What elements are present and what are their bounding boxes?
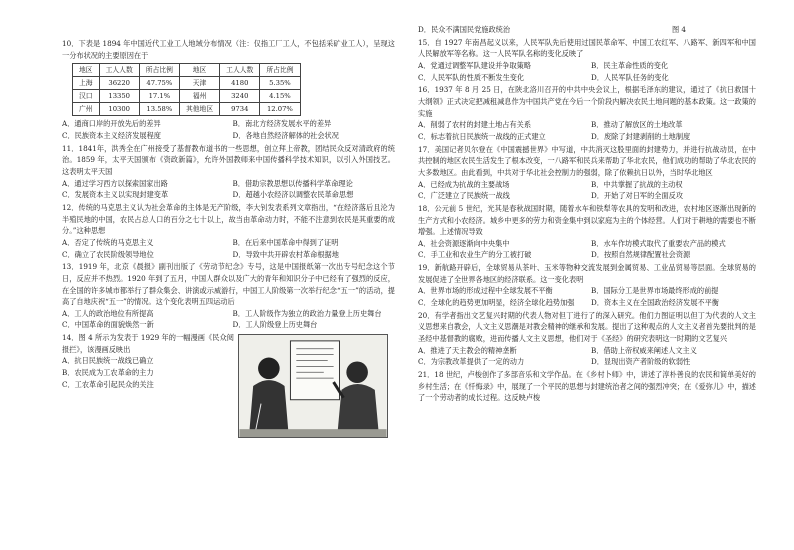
question-14 [62, 332, 395, 390]
table-row [73, 90, 301, 103]
option-d[interactable]: D．显现出资产者阶级的软弱性 [591, 357, 691, 367]
option-c[interactable]: C．广泛建立了民族统一战线 [418, 191, 510, 201]
question-11 [62, 143, 395, 201]
option-b[interactable]: B．国际分工是世界市场最终形成的前提 [591, 286, 719, 296]
option-b[interactable]: B．水车作坊模式取代了重要农产品的模式 [591, 238, 726, 248]
answer-options [418, 285, 756, 308]
table-row [73, 103, 301, 116]
option-c[interactable]: C．全球化的趋势更加明显，经济全球化趋势加强 [418, 298, 575, 308]
question-stem: 16．1937 年 8 月 25 日，在陕北洛川召开的中共中央会议上，根据毛泽东的建议，通过了《抗日救国十大纲领》正式决定把减租减息作为中国共产党在今后一个阶段内解决农民土地问题的基本政策。这一政策的实施 [418, 85, 756, 118]
question-stem: 20．有学者指出文艺复兴时期的代表人物对但丁进行了的深入研究。他们力图证明以但丁为代表的人文主义思想来自教会，人文主义思潮是对教会精神的继承和发展。提出了这种观点的人文主义者首先要批判的是圣经中基督教的腐败，进而传播人文主义思想，他们对于《圣经》的研究表明这一时期的文艺复兴 [418, 310, 756, 344]
question-14-text [62, 332, 234, 390]
left-column [62, 38, 395, 391]
option-c[interactable]: C．工农革命引起民众的关注 [62, 379, 154, 389]
option-b[interactable]: B．农民成为工农革命的主力 [62, 368, 154, 378]
cartoon-drawing [239, 335, 387, 437]
table-cell: 10300 [99, 103, 139, 116]
question-21 [418, 369, 756, 404]
question-stem: 10．下表是 1894 年中国近代工业工人地域分布情况（注：仅指工厂工人，不包括采矿业工人），呈现这一分布状况的主要原因在于 [62, 39, 395, 60]
table-cell: 3240 [220, 90, 260, 103]
option-d[interactable]: D．按照自然规律配置社会资源 [591, 250, 691, 260]
question-stem: 21．18 世纪，卢梭创作了多部音乐和文学作品。在《乡村卜师》中，讲述了淳朴善良的农民和简单美好的乡村生活；在《忏悔录》中，展现了一个平民的思想与封建统治者之间的强烈冲突；在《爱弥儿》中，描述了一个劳动者的成长过程。这反映卢梭 [418, 370, 756, 403]
table-header-cell: 地区 [73, 64, 100, 77]
question-18 [418, 203, 756, 261]
option-a[interactable]: A．抗日民族统一战线已确立 [62, 356, 154, 366]
question-19 [418, 262, 756, 309]
option-d[interactable]: D．开始了对日军的全面反攻 [591, 191, 684, 201]
question-10 [62, 38, 395, 142]
option-c[interactable]: C．发展资本主义以实现封建变革 [62, 190, 169, 200]
table-header-cell: 所占比例 [260, 64, 300, 77]
option-c[interactable]: C．手工业和农业生产的分工被打破 [418, 250, 532, 260]
option-c[interactable]: C．人民军队的性质不断发生变化 [418, 72, 525, 82]
table-header-cell: 所占比例 [139, 64, 179, 77]
question-14-continued [418, 24, 756, 36]
table-header-cell: 地区 [179, 64, 219, 77]
question-12 [62, 202, 395, 260]
option-b[interactable]: B．中共掌握了抗战的主动权 [591, 179, 683, 189]
option-a[interactable]: A．削弱了农村的封建土地占有关系 [418, 120, 532, 130]
option-b[interactable]: B．南北方经济发展水平的差异 [232, 119, 332, 129]
table-cell: 其他地区 [179, 103, 219, 116]
worker-distribution-table [72, 63, 301, 116]
option-d[interactable]: D．民众不满国民党施政统治 [418, 25, 511, 34]
option-b[interactable]: B．借助宗教思想以传播科学革命理论 [232, 178, 353, 188]
option-c[interactable]: C．为宗教改革提供了一定的动力 [418, 357, 525, 367]
option-d[interactable]: D．各地自然经济解体的社会状况 [232, 130, 339, 140]
answer-options [62, 355, 234, 390]
option-a[interactable]: A．推进了天主教会的精神垄断 [418, 345, 517, 355]
table-cell: 福州 [179, 90, 219, 103]
cartoon-figure-4 [238, 334, 388, 438]
table-cell: 5.35% [260, 77, 300, 90]
table-header-row [73, 64, 301, 77]
option-d[interactable]: D．超越小农经济以调整农民革命思想 [232, 190, 354, 200]
table-cell: 天津 [179, 77, 219, 90]
answer-options [62, 237, 395, 260]
answer-options [62, 308, 395, 331]
option-a[interactable]: A．通商口岸的开放先后的差异 [62, 119, 161, 129]
answer-options [418, 60, 756, 83]
option-a[interactable]: A．否定了传统的马克思主义 [62, 237, 154, 247]
option-a[interactable]: A．已经成为抗战的主要战场 [418, 179, 510, 189]
table-cell: 汉口 [73, 90, 100, 103]
option-c[interactable]: C．标志着抗日民族统一战线的正式建立 [418, 131, 546, 141]
question-stem: 17．美国记者贝尔登在《中国震撼世界》中写道，中共消灭这股里面的封建势力，并进行抗战动员，在中共控制的地区农民生活发生了根本改变，一八路军和民兵来帮助了华北农民，他们成功的帮助了华北农民的大多数地区。由此看到，中共对于华北社会控制力的强弱，除了依赖抗日以外，当时华北地区 [418, 144, 756, 177]
question-17 [418, 144, 756, 202]
option-b[interactable]: B．借助上帝权威来阐述人文主义 [591, 345, 697, 355]
table-cell: 13350 [99, 90, 139, 103]
question-15 [418, 37, 756, 84]
answer-options [418, 179, 756, 202]
option-a[interactable]: A．工人的政治地位有所提高 [62, 308, 154, 318]
table-cell: 4180 [220, 77, 260, 90]
question-stem: 18．公元前 5 世纪，光其是春秋战国时期，随着水车和铁犁等农具的发明和改进，农村地区逐渐出现新的生产方式和小农经济。城乡中更多的劳力和资金集中到以家庭为主的个体经营。人们对于耕地的需要也不断增强。上述情况导致 [418, 203, 756, 237]
answer-options [418, 119, 756, 142]
table-cell: 4.15% [260, 90, 300, 103]
option-b[interactable]: B．工人阶级作为独立的政治力量登上历史舞台 [232, 308, 382, 318]
table-cell: 9734 [220, 103, 260, 116]
table-header-cell: 工人人数 [99, 64, 139, 77]
option-b[interactable]: B．民主革命性质的变化 [591, 60, 669, 70]
option-a[interactable]: A．社会资源逐渐向中央集中 [418, 238, 510, 248]
question-stem: 15．自 1927 年南昌起义以来，人民军队先后使用过国民革命军、中国工农红军、八路军、新四军和中国人民解放军等名称。这一人民军队名称的变化反映了 [418, 37, 756, 59]
answer-options [418, 238, 756, 261]
option-d[interactable]: D．人民军队任务的变化 [591, 72, 669, 82]
table-header-cell: 工人人数 [220, 64, 260, 77]
table-cell: 上海 [73, 77, 100, 90]
option-c[interactable]: C．确立了农民阶级领导地位 [62, 249, 154, 259]
answer-options [418, 345, 756, 368]
option-c[interactable]: C．中国革命的面貌焕然一新 [62, 320, 154, 330]
table-cell: 广州 [73, 103, 100, 116]
table-cell: 13.58% [139, 103, 179, 116]
question-stem: 13．1919 年，北京《晨报》副刊出版了《劳动节纪念》专号，这是中国报纸第一次出专号纪念这个节日，反应并不热烈。1920 年到了五月，中国人群众以及广大的青年和知识分子中已经有了强烈的反应，在全国的许多城市都举行了群众集会、讲演或示威游行，中国工人阶级第一次举行纪念“五一”的活动，提高了自地庆祝“五一”的情况。这个变化表明五四运动后 [62, 262, 395, 307]
question-stem: 19．新航路开辟后，全球贸易从茶叶、玉米等物种交流发展到金属贸易、工业品贸易等层面。全球贸易的发展促进了全世界各地区的经济联系。这一变化表明 [418, 263, 756, 284]
figure-label: 图 4 [671, 25, 686, 34]
question-13 [62, 261, 395, 331]
option-a[interactable]: A．党通过调整军队建设并争取策略 [418, 60, 532, 70]
option-d[interactable]: D．废除了封建剥削的土地制度 [591, 131, 691, 141]
table-cell: 47.75% [139, 77, 179, 90]
right-column [418, 24, 756, 405]
option-b[interactable]: B．推动了解放区的土地改革 [591, 120, 683, 130]
question-16 [418, 84, 756, 142]
table-row [73, 77, 301, 90]
option-d[interactable]: D．工人阶级登上历史舞台 [232, 320, 318, 330]
table-cell: 17.1% [139, 90, 179, 103]
question-stem: 14．图 4 所示为发表于 1929 年的一幅漫画《民众阅报拦》，该漫画反映出 [62, 333, 234, 354]
question-20 [418, 310, 756, 368]
option-d[interactable]: D．资本主义在全国政治经济发展不平衡 [591, 298, 719, 308]
option-b[interactable]: B．在后来中国革命中得到了证明 [232, 237, 339, 247]
option-a[interactable]: A．世界市场的形成过程中全球发展不平衡 [418, 286, 553, 296]
option-c[interactable]: C．民族资本主义经济发展程度 [62, 130, 161, 140]
table-cell: 36220 [99, 77, 139, 90]
option-a[interactable]: A．通过学习西方以探索国家出路 [62, 178, 168, 188]
question-stem: 11．1841年，洪秀全在广州接受了基督教布道书的一些思想，创立拜上帝教，团结民众反对清政府的统治。1859 年，太平天国颁布《资政新篇》，允许外国教师来中国传播科学技术知识，以引入外国技艺。这表明太平天国 [62, 143, 395, 176]
option-d[interactable]: D．导致中共开辟农村革命根据地 [232, 249, 339, 259]
question-stem: 12．传统的马克思主义认为社会革命的主体是无产阶级，李大钊发表系列文章指出，“在经济落后且沦为半殖民地的中国，农民占总人口的百分之七十以上，故当由革命动力时，不能不注意到农民是其重要的成分。”这种思想 [62, 202, 395, 236]
table-cell: 12.07% [260, 103, 300, 116]
answer-options [62, 118, 395, 141]
answer-options [62, 178, 395, 201]
